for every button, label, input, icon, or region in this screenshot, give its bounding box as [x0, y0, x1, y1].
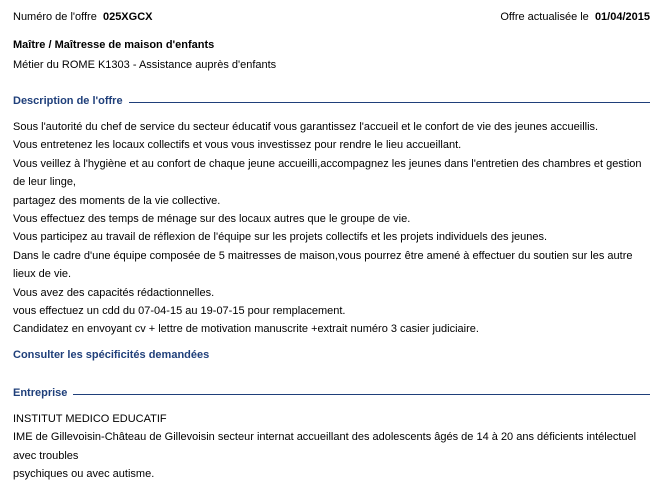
company-line: avec troubles [13, 449, 79, 462]
consult-specifics-link[interactable]: Consulter les spécificités demandées [13, 349, 210, 361]
description-line: Vous participez au travail de réflexion de l'équipe sur les projets collectifs et les projets individuels des jeunes. [13, 231, 548, 244]
offer-number-label: Numéro de l'offre [13, 11, 97, 23]
job-title: Maître / Maîtresse de maison d'enfants [13, 39, 215, 51]
description-line: partagez des moments de la vie collective. [13, 194, 221, 207]
company-line: psychiques ou avec autisme. [13, 468, 155, 481]
offer-updated-label: Offre actualisée le [500, 11, 589, 23]
offer-updated-date: 01/04/2015 [594, 11, 650, 23]
description-section-header [13, 95, 650, 109]
description-line: Candidatez en envoyant cv + lettre de motivation manuscrite +extrait numéro 3 casier judiciaire. [13, 323, 479, 336]
rome-code: Métier du ROME K1303 - Assistance auprès d'enfants [13, 59, 277, 71]
description-line: Vous avez des capacités rédactionnelles. [13, 286, 215, 299]
description-heading: Description de l'offre [13, 95, 129, 107]
section-divider [13, 394, 650, 395]
company-line: IME de Gillevoisin-Château de Gillevoisin secteur internat accueillant des adolescents âgés de 14 à 20 ans déficients intélectuel [13, 431, 637, 444]
description-line: lieux de vie. [13, 268, 72, 281]
offer-number [13, 11, 152, 23]
description-body [13, 118, 645, 339]
company-line: INSTITUT MEDICO EDUCATIF [13, 413, 167, 425]
description-line: Sous l'autorité du chef de service du secteur éducatif vous garantissez l'accueil et le confort de vie des jeunes accueillis. [13, 121, 599, 133]
description-line: vous effectuez un cdd du 07-04-15 au 19-07-15 pour remplacement. [13, 304, 346, 317]
offer-number-value: 025XGCX [102, 11, 153, 23]
company-body [13, 410, 645, 484]
company-section-header [13, 387, 650, 401]
offer-updated [500, 11, 650, 23]
description-line: Vous veillez à l'hygiène et au confort de chaque jeune accueilli,accompagnez les jeunes dans l'entretien des chambres et gestion [13, 157, 642, 170]
offer-meta-row [13, 11, 650, 25]
description-line: de leur linge, [13, 176, 76, 189]
description-line: Dans le cadre d'une équipe composée de 5 maitresses de maison,vous pourrez être amené à effectuer du soutien sur les autre [13, 249, 633, 262]
description-line: Vous effectuez des temps de ménage sur des locaux autres que le groupe de vie. [13, 212, 411, 225]
company-heading: Entreprise [13, 387, 73, 399]
description-line: Vous entretenez les locaux collectifs et vous vous investissez pour rendre le lieu accueillant. [13, 139, 462, 152]
